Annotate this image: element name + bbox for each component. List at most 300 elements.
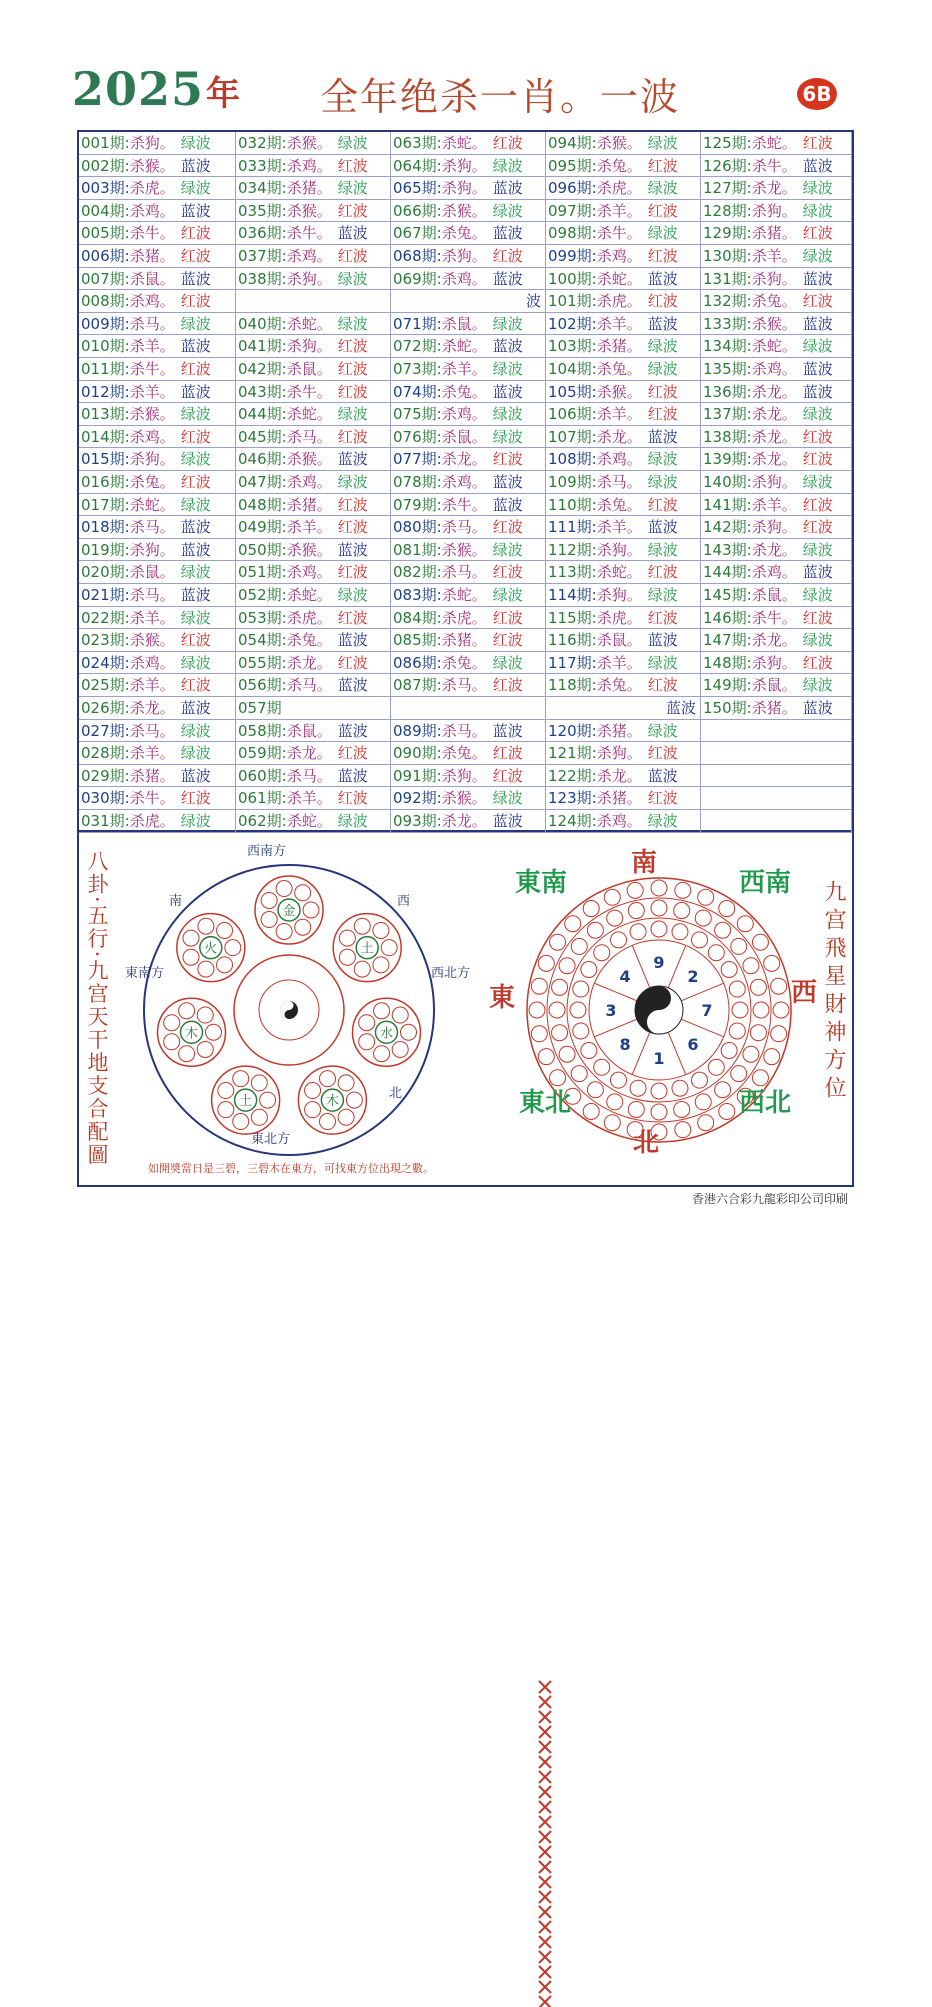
animal-label: 杀蛇。 [441, 586, 487, 604]
animal-label: 杀羊。 [129, 744, 175, 763]
period-label: 087期: [393, 676, 442, 695]
jiugong-number-dot [581, 1043, 597, 1059]
petal-number-dot [276, 923, 292, 939]
wave-label: 红波 [337, 337, 368, 356]
table-cell [546, 222, 701, 245]
table-cell [236, 697, 391, 720]
table-cell [79, 200, 236, 223]
animal-label: 杀羊。 [129, 382, 175, 401]
wave-label: 红波 [180, 789, 211, 808]
table-cell [391, 358, 546, 381]
animal-label: 杀猴。 [129, 631, 175, 650]
table-cell [79, 155, 236, 178]
period-label: 020期: [81, 563, 130, 582]
animal-label: 杀牛。 [129, 789, 175, 808]
jiugong-center-number: 1 [653, 1049, 665, 1068]
jiugong-direction: 東南 [515, 868, 568, 898]
wave-label: 绿波 [492, 540, 523, 559]
petal-element-label: 水 [379, 1026, 394, 1042]
animal-label: 杀狗。 [441, 156, 487, 175]
table-cell [236, 742, 391, 765]
period-label: 041期: [238, 337, 287, 356]
jiugong-number-dot [651, 900, 667, 916]
animal-label: 杀猴。 [286, 450, 332, 469]
table-cell [546, 652, 701, 675]
animal-label: 杀羊。 [751, 495, 797, 514]
jiugong-number-dot [721, 1043, 737, 1059]
animal-label: 杀牛。 [751, 156, 797, 175]
table-cell [79, 539, 236, 562]
wave-label: 绿波 [180, 744, 211, 763]
animal-label: 杀马。 [441, 676, 487, 695]
period-label: 110期: [548, 495, 597, 514]
animal-label: 杀狗。 [441, 179, 487, 198]
table-cell [391, 720, 546, 743]
animal-label: 杀虎。 [441, 608, 487, 627]
wave-label: 蓝波 [337, 721, 368, 740]
animal-label: 杀兔。 [441, 653, 487, 672]
table-cell [701, 222, 852, 245]
animal-label: 杀羊。 [441, 360, 487, 378]
animal-label: 杀狗。 [441, 766, 487, 785]
jiugong-number-dot [752, 934, 768, 950]
bagua-direction: 北 [389, 1086, 403, 1101]
animal-label: 杀鸡。 [596, 450, 642, 469]
wave-label: 蓝波 [337, 450, 368, 469]
period-label: 145期: [703, 586, 752, 604]
table-cell [79, 561, 236, 584]
animal-label: 杀牛。 [129, 360, 175, 378]
table-cell [236, 539, 391, 562]
petal-number-dot [183, 949, 199, 965]
wave-label: 红波 [180, 247, 211, 265]
year-suffix: 年 [206, 74, 242, 114]
animal-label: 杀猴。 [286, 201, 332, 220]
bagua-note: 如開奬當日是三碧，三碧木在東方，可找東方位出現之數。 [148, 1162, 434, 1175]
period-label: 104期: [548, 360, 597, 378]
petal-number-dot [374, 1046, 390, 1062]
petal-number-dot [276, 881, 292, 897]
animal-label: 杀羊。 [129, 337, 175, 356]
period-label: 097期: [548, 201, 597, 220]
table-cell [701, 652, 852, 675]
table-cell [391, 494, 546, 517]
wave-label: 绿波 [180, 608, 211, 627]
wave-label: 红波 [492, 518, 523, 537]
jiugong-number-dot [672, 1080, 688, 1096]
period-label: 138期: [703, 427, 752, 446]
animal-label: 杀蛇。 [286, 405, 332, 424]
petal-number-dot [319, 1114, 335, 1130]
animal-label: 杀狗。 [129, 450, 175, 469]
period-label: 062期: [238, 812, 287, 830]
jiugong-number-dot [607, 910, 623, 926]
animal-label: 杀狗。 [596, 744, 642, 763]
wave-label: 蓝波 [492, 224, 523, 243]
animal-label: 杀虎。 [286, 608, 332, 627]
animal-label: 杀龙。 [751, 450, 797, 469]
jiugong-number-dot [674, 1101, 690, 1117]
animal-label: 杀牛。 [751, 608, 797, 627]
table-cell [701, 426, 852, 449]
period-label: 114期: [548, 586, 597, 604]
animal-label: 杀鼠。 [441, 314, 487, 333]
table-cell [701, 494, 852, 517]
wave-label: 红波 [647, 382, 678, 401]
wave-label: 绿波 [492, 405, 523, 424]
jiugong-number-dot [583, 901, 599, 917]
petal-number-dot [206, 1024, 222, 1040]
petal-number-dot [164, 1034, 180, 1050]
table-cell [546, 268, 701, 291]
animal-label: 杀猴。 [751, 314, 797, 333]
table-cell [236, 381, 391, 404]
table-cell [701, 358, 852, 381]
jiugong-number-dot [771, 978, 787, 994]
wave-label: 蓝波 [647, 314, 678, 333]
jiugong-number-dot [764, 955, 780, 971]
animal-label: 杀龙。 [751, 382, 797, 401]
table-cell [236, 787, 391, 810]
animal-label: 杀马。 [596, 473, 642, 491]
jiugong-number-dot [729, 1023, 745, 1039]
animal-label: 杀狗。 [751, 201, 797, 220]
wave-label: 红波 [492, 608, 523, 627]
wave-label: 红波 [647, 608, 678, 627]
table-cell [391, 652, 546, 675]
wave-label: 绿波 [647, 721, 678, 740]
wave-label: 绿波 [180, 812, 211, 830]
petal-number-dot [233, 1114, 249, 1130]
wave-label: 红波 [337, 382, 368, 401]
period-label: 002期: [81, 156, 130, 175]
animal-label: 杀狗。 [751, 269, 797, 288]
wave-label: 红波 [492, 134, 523, 152]
table-cell [236, 290, 391, 313]
petal-number-dot [217, 922, 233, 938]
jiugong-number-dot [531, 978, 547, 994]
period-label: 129期: [703, 224, 752, 243]
period-label: 003期: [81, 179, 130, 198]
period-label: 086期: [393, 653, 442, 672]
petal-number-dot [392, 1041, 408, 1057]
table-cell [701, 765, 852, 788]
animal-label: 杀龙。 [441, 450, 487, 469]
wave-label: 红波 [492, 676, 523, 695]
jiugong-number-dot [611, 932, 627, 948]
animal-label: 杀虎。 [129, 812, 175, 830]
wave-label: 红波 [337, 563, 368, 582]
animal-label: 杀猴。 [286, 540, 332, 559]
animal-label: 杀羊。 [596, 405, 642, 424]
table-cell [701, 561, 852, 584]
period-label: 047期: [238, 473, 287, 491]
wave-label: 蓝波 [492, 721, 523, 740]
table-cell [546, 584, 701, 607]
wave-label: 红波 [337, 156, 368, 175]
wave-label: 蓝波 [802, 156, 833, 175]
wave-label: 红波 [337, 247, 368, 265]
period-label: 077期: [393, 450, 442, 469]
period-label: 057期 [238, 699, 282, 717]
period-label: 127期: [703, 179, 752, 198]
period-label: 090期: [393, 744, 442, 763]
animal-label: 杀兔。 [286, 631, 332, 650]
jiugong-number-dot [721, 962, 737, 978]
jiugong-number-dot [573, 981, 589, 997]
period-label: 124期: [548, 812, 597, 830]
table-cell [701, 177, 852, 200]
wave-label: 绿波 [802, 337, 833, 356]
petal-number-dot [198, 918, 214, 934]
jiugong-center-number: 2 [687, 967, 699, 987]
bagua-direction: 西北方 [431, 966, 471, 981]
table-cell [79, 313, 236, 336]
petal-number-dot [339, 949, 355, 965]
jiugong-number-dot [550, 934, 566, 950]
table-cell [391, 132, 546, 155]
animal-label: 杀鼠。 [286, 721, 332, 740]
jiugong-number-dot [737, 916, 753, 932]
period-label: 095期: [548, 156, 597, 175]
jiugong-number-dot [715, 1082, 731, 1098]
table-cell [546, 448, 701, 471]
animal-label: 杀鼠。 [596, 631, 642, 650]
jiugong-number-dot [549, 1002, 565, 1018]
table-cell [391, 584, 546, 607]
animal-label: 杀牛。 [441, 495, 487, 514]
animal-label: 杀猪。 [596, 721, 642, 740]
table-cell [79, 358, 236, 381]
animal-label: 杀龙。 [751, 427, 797, 446]
wave-label: 蓝波 [180, 382, 211, 401]
wave-label: 红波 [802, 495, 833, 514]
animal-label: 杀狗。 [751, 653, 797, 672]
jiugong-number-dot [708, 945, 724, 961]
animal-label: 杀鸡。 [129, 292, 175, 311]
wave-label: 红波 [337, 608, 368, 627]
period-label: 050期: [238, 540, 287, 559]
wave-label: 红波 [647, 563, 678, 582]
petal-number-dot [400, 1024, 416, 1040]
period-label: 060期: [238, 766, 287, 785]
animal-label: 杀虎。 [129, 179, 175, 198]
animal-label: 杀羊。 [596, 201, 642, 220]
animal-label: 杀狗。 [286, 337, 332, 356]
animal-label: 杀狗。 [286, 269, 332, 288]
table-cell [701, 810, 852, 833]
animal-label: 杀羊。 [596, 653, 642, 672]
wave-label: 红波 [337, 744, 368, 763]
wave-label: 红波 [802, 653, 833, 672]
animal-label: 杀蛇。 [286, 812, 332, 830]
table-cell [236, 448, 391, 471]
jiugong-center-number: 4 [619, 967, 631, 987]
jiugong-number-dot [743, 958, 759, 974]
wave-label: 绿波 [180, 721, 211, 740]
table-cell [236, 222, 391, 245]
period-label: 113期: [548, 563, 597, 582]
animal-label: 杀鼠。 [286, 360, 332, 378]
table-cell [546, 674, 701, 697]
table-cell [546, 742, 701, 765]
period-label: 024期: [81, 653, 130, 672]
table-cell [391, 222, 546, 245]
animal-label: 杀龙。 [751, 179, 797, 198]
table-cell [79, 426, 236, 449]
petal-number-dot [338, 1075, 354, 1091]
animal-label: 杀猴。 [596, 382, 642, 401]
wave-label: 蓝波 [337, 224, 368, 243]
period-label: 048期: [238, 495, 287, 514]
period-label: 115期: [548, 608, 597, 627]
period-label: 063期: [393, 134, 442, 152]
table-cell [79, 245, 236, 268]
wave-label: 绿波 [492, 156, 523, 175]
period-label: 123期: [548, 789, 597, 808]
wave-label: 绿波 [802, 179, 833, 198]
table-cell [391, 313, 546, 336]
wave-label: 绿波 [802, 540, 833, 559]
period-label: 122期: [548, 766, 597, 785]
table-cell [391, 155, 546, 178]
period-label: 141期: [703, 495, 752, 514]
jiugong-number-dot [611, 1072, 627, 1088]
table-cell [701, 200, 852, 223]
wave-label: 红波 [180, 292, 211, 311]
animal-label: 杀蛇。 [129, 495, 175, 514]
period-label: 140期: [703, 473, 752, 491]
header-year: 2025年 [72, 62, 242, 116]
page-title: 全年绝杀一肖。一波 [320, 75, 681, 119]
petal-number-dot [305, 1083, 321, 1099]
period-label: 132期: [703, 292, 752, 311]
wave-label: 蓝波 [180, 269, 211, 288]
table-cell [236, 403, 391, 426]
table-cell [701, 584, 852, 607]
period-label: 001期: [81, 134, 130, 152]
animal-label: 杀蛇。 [441, 337, 487, 356]
period-label: 148期: [703, 653, 752, 672]
wave-label: 蓝波 [802, 314, 833, 333]
divider-chain-icon [537, 1677, 553, 2007]
petal-element-label: 木 [325, 1094, 339, 1110]
wave-label: 红波 [647, 495, 678, 514]
period-label: 025期: [81, 676, 130, 695]
animal-label: 杀龙。 [751, 631, 797, 650]
wave-label: 红波 [337, 653, 368, 672]
table-cell [391, 787, 546, 810]
table-cell [79, 584, 236, 607]
table-cell [236, 494, 391, 517]
animal-label: 杀猪。 [596, 337, 642, 356]
table-cell [391, 471, 546, 494]
table-cell [546, 629, 701, 652]
petal-number-dot [338, 1109, 354, 1125]
animal-label: 杀鸡。 [751, 563, 797, 582]
period-label: 018期: [81, 518, 130, 537]
period-label: 032期: [238, 134, 287, 152]
animal-label: 杀猪。 [441, 631, 487, 650]
animal-label: 杀狗。 [596, 586, 642, 604]
wave-label: 蓝波 [492, 179, 523, 198]
animal-label: 杀狗。 [129, 134, 175, 152]
petal-number-dot [346, 1092, 362, 1108]
table-cell [236, 313, 391, 336]
period-label: 054期: [238, 631, 287, 650]
petal-number-dot [164, 1015, 180, 1031]
wave-label: 绿波 [647, 337, 678, 356]
animal-label: 杀羊。 [596, 518, 642, 537]
animal-label: 杀猴。 [129, 405, 175, 424]
printer-credit: 香港六合彩九龍彩印公司印刷 [691, 1192, 848, 1206]
animal-label: 杀马。 [129, 721, 175, 740]
wave-label: 绿波 [647, 450, 678, 469]
table-cell [236, 720, 391, 743]
wave-label: 绿波 [492, 586, 523, 604]
animal-label: 杀羊。 [751, 247, 797, 265]
period-label: 137期: [703, 405, 752, 424]
animal-label: 杀马。 [286, 676, 332, 695]
wave-label: 蓝波 [802, 382, 833, 401]
period-label: 067期: [393, 224, 442, 243]
table-cell [79, 516, 236, 539]
table-cell [701, 539, 852, 562]
table-cell [701, 720, 852, 743]
animal-label: 杀猪。 [751, 224, 797, 243]
animal-label: 杀猴。 [286, 134, 332, 152]
table-cell [236, 607, 391, 630]
period-label: 147期: [703, 631, 752, 650]
wave-label: 蓝波 [180, 201, 211, 220]
period-label: 023期: [81, 631, 130, 650]
table-cell [79, 471, 236, 494]
animal-label: 杀马。 [129, 586, 175, 604]
period-label: 010期: [81, 337, 130, 356]
table-cell [546, 720, 701, 743]
table-cell [236, 516, 391, 539]
wave-label: 绿波 [647, 812, 678, 830]
bagua-side-text: 八卦·五行·九宫天干地支合配圖 [85, 850, 109, 1167]
jiugong-number-dot [651, 880, 667, 896]
jiugong-number-dot [750, 979, 766, 995]
wave-label: 绿波 [492, 653, 523, 672]
wave-label: 蓝波 [802, 699, 833, 717]
wave-label: 绿波 [180, 495, 211, 514]
wave-label: 蓝波 [647, 269, 678, 288]
table-cell [391, 516, 546, 539]
jiugong-direction: 西北 [739, 1088, 792, 1118]
jiugong-number-dot [651, 1104, 667, 1120]
period-label: 074期: [393, 382, 442, 401]
table-cell [391, 335, 546, 358]
period-label: 108期: [548, 450, 597, 469]
table-cell [79, 607, 236, 630]
animal-label: 杀羊。 [286, 518, 332, 537]
animal-label: 杀鸡。 [751, 360, 797, 378]
period-label: 029期: [81, 766, 130, 785]
jiugong-number-dot [719, 1103, 735, 1119]
animal-label: 杀虎。 [596, 179, 642, 198]
animal-label: 杀猪。 [286, 495, 332, 514]
wave-label: 红波 [337, 495, 368, 514]
table-cell [79, 335, 236, 358]
animal-label: 杀虎。 [596, 608, 642, 627]
period-label: 006期: [81, 247, 130, 265]
bagua-direction: 東北方 [251, 1132, 291, 1147]
jiugong-side-text: 九宫飛星財神方位 [821, 880, 846, 1104]
table-cell [701, 742, 852, 765]
